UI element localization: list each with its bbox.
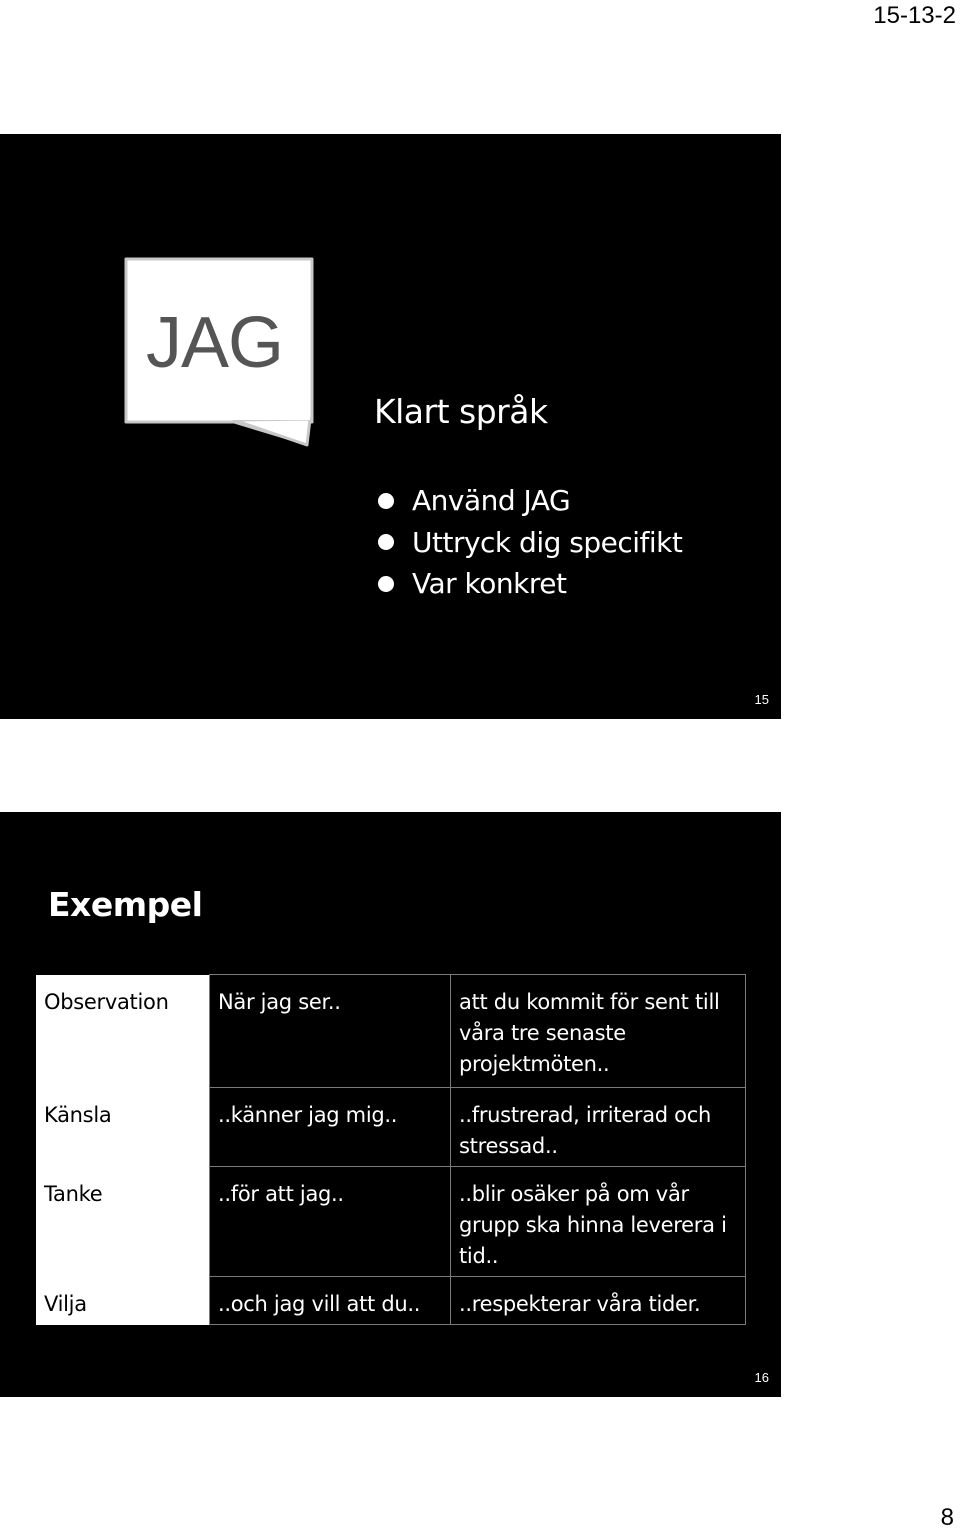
slide-16 [0, 812, 781, 1397]
bullet-icon [378, 576, 394, 592]
slide-number: 16 [754, 1370, 769, 1385]
bullet-icon [378, 534, 394, 550]
slide-15 [0, 134, 781, 719]
page-number: 8 [940, 1504, 954, 1531]
table-row [36, 1277, 746, 1325]
row-subject: ..för att jag.. [210, 1167, 451, 1277]
row-detail: att du kommit för sent till våra tre senaste projektmöten.. [451, 975, 746, 1088]
row-label: Observation [36, 975, 210, 1088]
bullet-item [378, 563, 682, 605]
bullet-icon [378, 493, 394, 509]
bullet-item [378, 522, 682, 564]
header-date: 15-13-2 [873, 2, 956, 29]
row-detail: ..blir osäker på om vår grupp ska hinna leverera i tid.. [451, 1167, 746, 1277]
row-detail: ..respekterar våra tider. [451, 1277, 746, 1325]
bullet-list [378, 480, 682, 605]
bullet-item [378, 480, 682, 522]
table-row [36, 1088, 746, 1167]
row-detail: ..frustrerad, irriterad och stressad.. [451, 1088, 746, 1167]
bullet-text: Var konkret [412, 567, 567, 601]
bullet-text: Uttryck dig specifikt [412, 525, 683, 559]
slide-title: Exempel [48, 885, 203, 924]
bubble-text: JAG [146, 303, 284, 383]
row-label: Känsla [36, 1088, 210, 1167]
row-subject: ..och jag vill att du.. [210, 1277, 451, 1325]
example-table [36, 974, 746, 1325]
table-row [36, 1167, 746, 1277]
slide-title: Klart språk [374, 392, 548, 431]
row-subject: När jag ser.. [210, 975, 451, 1088]
row-label: Vilja [36, 1277, 210, 1325]
bullet-text: Använd JAG [412, 484, 571, 518]
row-label: Tanke [36, 1167, 210, 1277]
slide-number: 15 [754, 692, 769, 707]
row-subject: ..känner jag mig.. [210, 1088, 451, 1167]
table-row [36, 975, 746, 1088]
